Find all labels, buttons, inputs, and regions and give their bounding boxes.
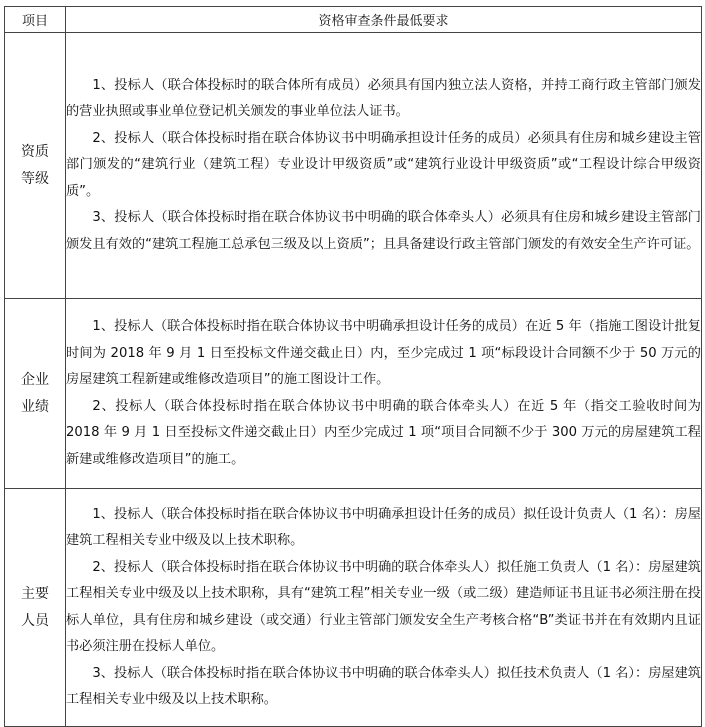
requirement-paragraph: 2、投标人（联合体投标时指在联合体协议书中明确的联合体牵头人）在近 5 年（指交工验收时间为 2018 年 9 月 1 日至投标文件递交截止日）内至少完成过 1 项“项目合同额不少于 300 万元的房屋建筑工程新建或维修改造项目”的施工。 [66,398,701,467]
requirement-paragraph: 3、投标人（联合体投标时指在联合体协议书中明确的联合体牵头人）拟任技术负责人（1 名）：房屋建筑工程相关专业中级及以上技术职称。 [66,665,701,707]
table-row-personnel [5,489,702,727]
requirement-paragraph: 2、投标人（联合体投标时指在联合体协议书中明确的联合体牵头人）拟任施工负责人（1 名）：房屋建筑工程相关专业中级及以上技术职称，具有“建筑工程”相关专业一级（或二级）建造师证书且证书必须注册在投标人单位，具有住房和城乡建设（或交通）行业主管部门颁发安全生产考核合格“B”类证书并在有效期内且证书必须注册在投标人单位。 [66,559,701,654]
row-label-performance [5,299,66,489]
header-item-cell: 项目 [5,7,66,33]
row-label-line: 人员 [21,612,49,629]
row-label-line: 业绩 [21,398,49,415]
row-label-qualification [5,33,66,299]
table-header-row [5,7,702,33]
requirement-paragraph: 1、投标人（联合体投标时指在联合体协议书中明确承担设计任务的成员）拟任设计负责人（1 名）：房屋建筑工程相关专业中级及以上技术职称。 [66,506,701,548]
header-requirements-cell: 资格审查条件最低要求 [66,7,702,33]
row-content-performance [66,299,702,489]
row-label-line: 等级 [21,170,49,187]
table-row-performance [5,299,702,489]
requirement-paragraph: 2、投标人（联合体投标时指在联合体协议书中明确承担设计任务的成员）必须具有住房和城乡建设主管部门颁发的“建筑行业（建筑工程）专业设计甲级资质”或“建筑行业设计甲级资质”或“工程设计综合甲级资质”。 [66,130,701,199]
requirement-paragraph: 1、投标人（联合体投标时指在联合体协议书中明确承担设计任务的成员）在近 5 年（指施工图设计批复时间为 2018 年 9 月 1 日至投标文件递交截止日）内，至少完成过 1 项“标段设计合同额不少于 50 万元的房屋建筑工程新建或维修改造项目”的施工图设计工作。 [66,319,701,387]
table-row-qualification [5,33,702,299]
row-label-line: 资质 [21,143,49,160]
row-label-personnel [5,489,66,727]
row-content-personnel [66,489,702,727]
row-content-qualification [66,33,702,299]
requirement-paragraph: 1、投标人（联合体投标时的联合体所有成员）必须具有国内独立法人资格，并持工商行政主管部门颁发的营业执照或事业单位登记机关颁发的事业单位法人证书。 [66,77,701,120]
requirements-table [4,6,702,727]
requirement-paragraph: 3、投标人（联合体投标时指在联合体协议书中明确的联合体牵头人）必须具有住房和城乡建设主管部门颁发且有效的“建筑工程施工总承包三级及以上资质”；且具备建设行政主管部门颁发的有效安全生产许可证。 [66,210,701,252]
row-label-line: 主要 [21,585,49,602]
row-label-line: 企业 [21,371,49,388]
